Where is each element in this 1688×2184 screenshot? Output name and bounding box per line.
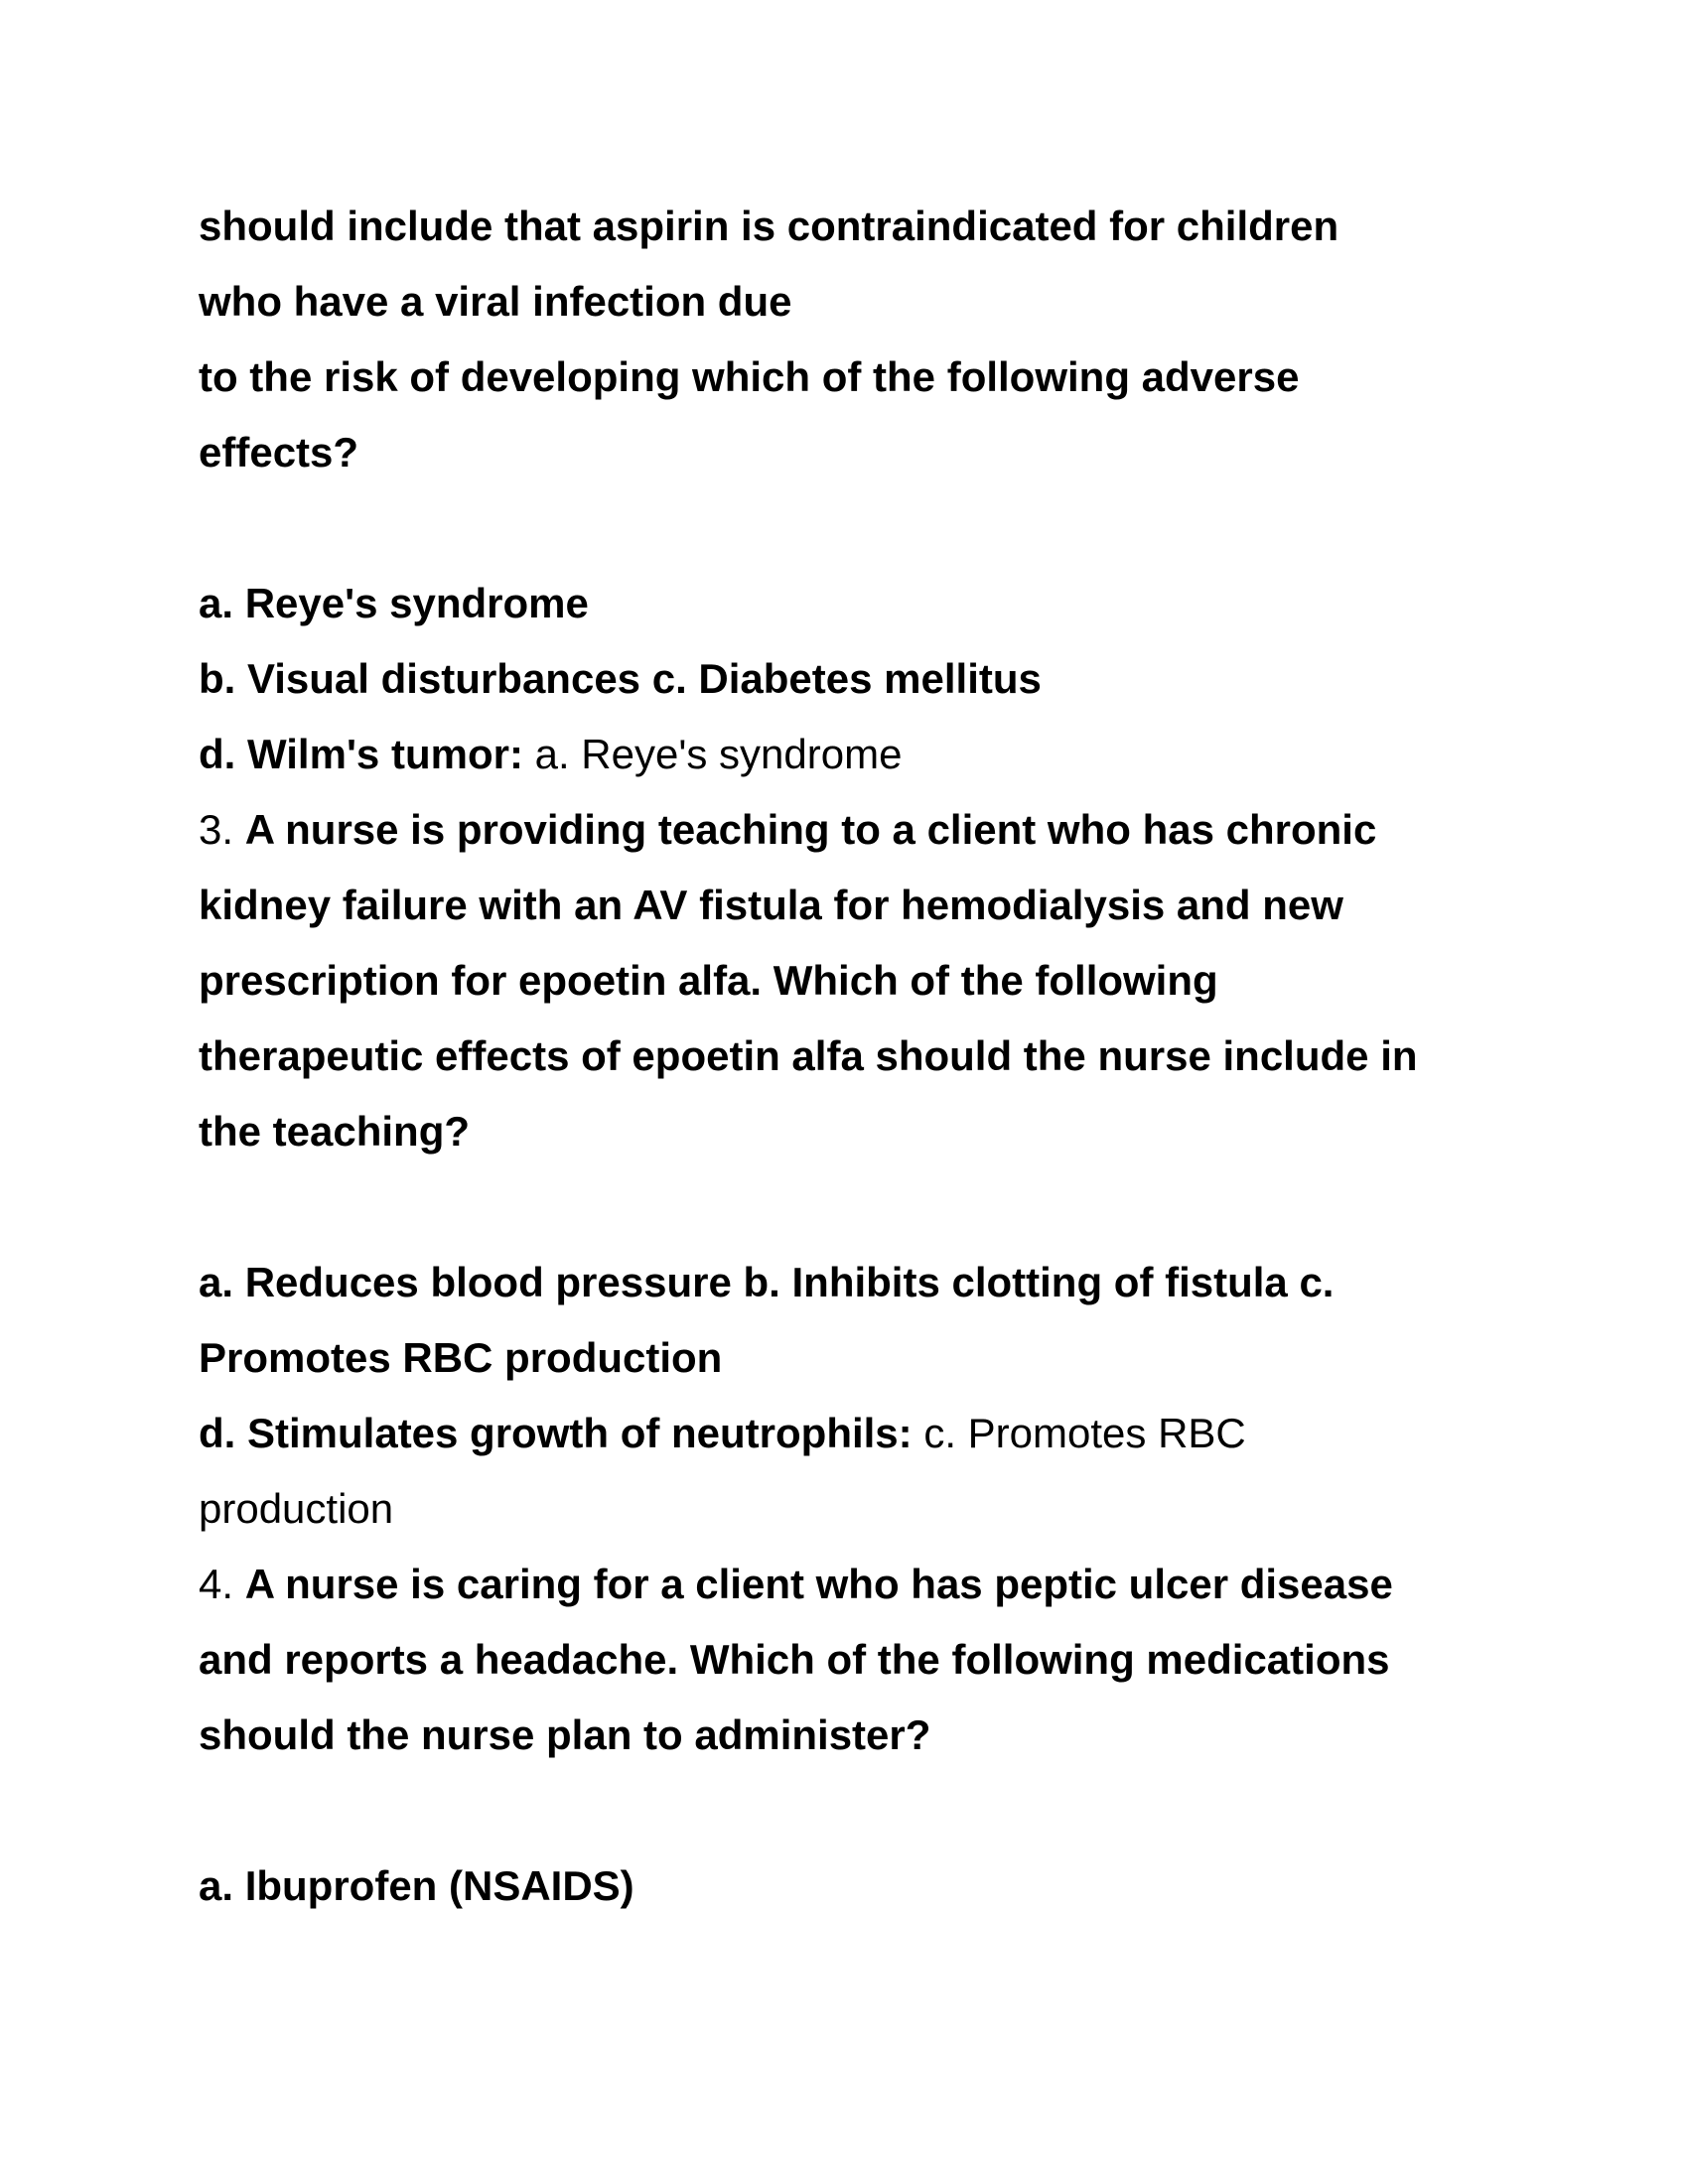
spacer xyxy=(199,1169,1489,1245)
correct-answer: a. Reye's syndrome xyxy=(522,731,903,777)
answer-option-label: d. Stimulates growth of neutrophils: xyxy=(199,1410,913,1456)
question-stem-line: who have a viral infection due xyxy=(199,278,792,325)
question-stem-line: to the risk of developing which of the following adverse xyxy=(199,353,1300,400)
question-stem-line xyxy=(199,1547,1489,1622)
spacer xyxy=(199,490,1489,566)
answer-option-label: d. Wilm's tumor: xyxy=(199,731,523,777)
question-stem-text: A nurse is providing teaching to a client who has chronic xyxy=(244,806,1377,853)
answer-option: Promotes RBC production xyxy=(199,1334,723,1381)
answer-option: a. Ibuprofen (NSAIDS) xyxy=(199,1862,634,1909)
question-stem-line: prescription for epoetin alfa. Which of the following xyxy=(199,957,1218,1004)
answer-option-with-answer xyxy=(199,717,1489,792)
question-number: 3. xyxy=(199,806,245,853)
page-content xyxy=(199,189,1489,1924)
answer-option: a. Reduces blood pressure b. Inhibits clotting of fistula c. xyxy=(199,1259,1335,1305)
question-3 xyxy=(199,792,1489,1547)
question-stem-line xyxy=(199,792,1489,868)
answer-option-with-answer xyxy=(199,1396,1489,1471)
answer-option: a. Reye's syndrome xyxy=(199,580,589,626)
question-stem-line: kidney failure with an AV fistula for hemodialysis and new xyxy=(199,882,1343,928)
correct-answer-continued: production xyxy=(199,1485,394,1532)
question-stem-line: should the nurse plan to administer? xyxy=(199,1711,931,1758)
question-number: 4. xyxy=(199,1561,245,1607)
question-2 xyxy=(199,189,1489,792)
correct-answer: c. Promotes RBC xyxy=(912,1410,1246,1456)
question-stem-line: effects? xyxy=(199,429,359,476)
question-stem-line: and reports a headache. Which of the following medications xyxy=(199,1636,1390,1683)
question-stem-line: should include that aspirin is contraindicated for children xyxy=(199,203,1339,249)
spacer xyxy=(199,1773,1489,1848)
answer-option: b. Visual disturbances c. Diabetes mellitus xyxy=(199,655,1042,702)
question-stem-line: therapeutic effects of epoetin alfa should the nurse include in xyxy=(199,1032,1418,1079)
question-4 xyxy=(199,1547,1489,1924)
question-stem-line: the teaching? xyxy=(199,1108,471,1155)
question-stem-text: A nurse is caring for a client who has peptic ulcer disease xyxy=(244,1561,1393,1607)
